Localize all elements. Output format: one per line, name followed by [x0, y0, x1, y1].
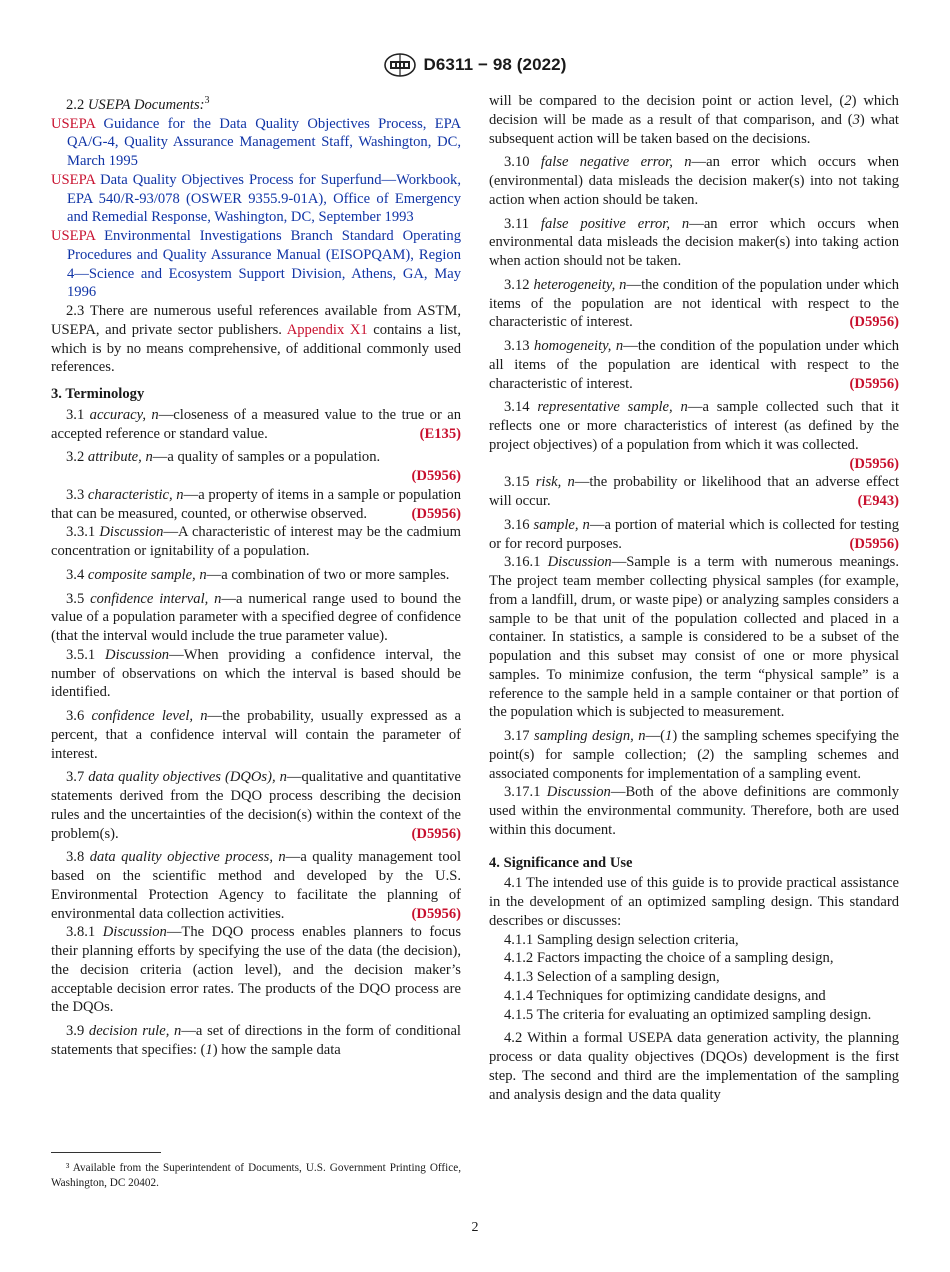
term-3-2: 3.2 attribute, n—a quality of samples or a population. (D5956) [66, 449, 461, 485]
term-3-5-1: 3.5.1 Discussion—When providing a confidence interval, the number of observations on which the interval is based should be identified. [51, 646, 461, 701]
term-3-3-1: 3.3.1 Discussion—A characteristic of interest may be the cadmium concentration or ignitability of a population. [51, 524, 461, 560]
term-3-5: 3.5 confidence interval, n—a numerical range used to bound the value of a population parameter with a specified degree of confidence (that the interval would include the true parameter value). [51, 590, 462, 645]
reference-tag-link[interactable]: (D5956) [411, 825, 461, 842]
term-3-1: 3.1 accuracy, n—closeness of a measured value to the true or an accepted reference or standard value. (E135) [51, 406, 461, 442]
term-3-16: 3.16 sample, n—a portion of material which is collected for testing or for record purposes. (D5956) [489, 516, 899, 552]
term-3-6: 3.6 confidence level, n—the probability, usually expressed as a percent, that a confidence interval will contain the parameter of interest. [51, 708, 461, 762]
term-3-16-1: 3.16.1 Discussion—Sample is a term with numerous meanings. The project team member collecting physical samples (for example, from a landfill, drum, or waste pipe) or analyzing samples considers a sample to be that unit of the population collected and placed in a container. In statistics, a sample is considered to be a subset of the population and this subset may consist of one or more physical samples. To minimize confusion, the term “physical sample” is a reference to the sample held in a sample container or that portion of the population which is subjected to measurement. [489, 554, 899, 721]
reference-tag-link[interactable]: (D5956) [849, 375, 899, 392]
term-3-8-1: 3.8.1 Discussion—The DQO process enables planners to focus their planning efforts by specifying the use of the data (the decision), the decision criteria (action level), and the decision maker’s acceptable decision error rates. The products of the DQO process are the DQOs. [51, 924, 461, 1016]
term-3-13: 3.13 homogeneity, n—the condition of the population under which all items of the population are identical with respect to the characteristic of interest. (D5956) [489, 338, 900, 392]
term-3-7: 3.7 data quality objectives (DQOs), n—qualitative and quantitative statements derived from the DQO process describing the decision rules and the uncertainties of the decision(s) within the context of the problem(s). (D5956) [51, 769, 462, 842]
term-3-12: 3.12 heterogeneity, n—the condition of the population under which items of the population are not identical with respect to the characteristic of interest. (D5956) [489, 276, 900, 331]
document-header [0, 50, 950, 80]
document-designation: D6311 − 98 (2022) [423, 55, 567, 74]
term-3-8: 3.8 data quality objective process, n—a quality management tool based on the scientific method and developed by the U.S. Environmental Protection Agency to facilitate the planning of environmental data collection activities. (D5956) [51, 849, 462, 922]
term-3-10: 3.10 false negative error, n—an error which occurs when (environmental) data misleads the decision maker(s) into not taking action when action should be taken. [489, 154, 899, 208]
astm-logo-icon [383, 52, 417, 78]
footnote-3: ³ Available from the Superintendent of Documents, U.S. Government Printing Office, Washington, DC 20402. [51, 1162, 461, 1189]
term-3-14: 3.14 representative sample, n—a sample collected such that it reflects one or more characteristics of interest (as defined by the project objectives) of a population from which it was collected. (D5956) [489, 399, 900, 472]
reference-item[interactable]: USEPA Guidance for the Data Quality Objectives Process, EPA QA/G-4, Quality Assurance Management Staff, Washington, DC, March 1995 [51, 115, 461, 170]
term-3-9: 3.9 decision rule, n—a set of directions in the form of conditional statements that specifies: (1) how the sample data [51, 1023, 461, 1058]
section-4-1-4: 4.1.4 Techniques for optimizing candidate designs, and [504, 987, 826, 1004]
section-4-heading: 4. Significance and Use [489, 854, 633, 871]
reference-tag-link[interactable]: (D5956) [411, 468, 461, 485]
term-3-15: 3.15 risk, n—the probability or likelihood that an adverse effect will occur. (E943) [489, 474, 900, 509]
reference-tag-link[interactable]: (E943) [857, 493, 899, 509]
section-3-heading: 3. Terminology [51, 386, 145, 403]
reference-item[interactable]: USEPA Environmental Investigations Branch Standard Operating Procedures and Quality Assurance Manual (EISOPQAM), Region 4—Science and Ecosystem Support Division, Athens, GA, May 1996 [51, 228, 461, 301]
section-4-1-2: 4.1.2 Factors impacting the choice of a sampling design, [504, 950, 834, 967]
term-3-11: 3.11 false positive error, n—an error which occurs when environmental data misleads the decision maker(s) into taking action when action should not be taken. [489, 215, 899, 269]
reference-tag-link[interactable]: (E135) [419, 425, 461, 442]
term-3-9-continued: will be compared to the decision point or action level, (2) which decision will be made as a result of that comparison, and (3) what subsequent action will be taken based on the decisions. [489, 93, 899, 147]
section-4-2: 4.2 Within a formal USEPA data generation activity, the planning process or data quality objectives (DQOs) development is the first step. The second and third are the implementation of the sampling and analysis design and the data quality [489, 1030, 899, 1103]
section-2-2-heading: 2.2 USEPA Documents:$^3$ [66, 95, 210, 113]
term-3-3: 3.3 characteristic, n—a property of items in a sample or population that can be measured, counted, or otherwise observed. (D5956) [51, 486, 462, 522]
right-column [489, 92, 899, 1104]
reference-tag-link[interactable]: (D5956) [411, 905, 461, 922]
left-column [51, 92, 461, 1060]
section-4-1-5: 4.1.5 The criteria for evaluating an optimized sampling design. [504, 1006, 872, 1023]
appendix-x1-link[interactable]: Appendix X1 [286, 321, 368, 338]
page-number: 2 [471, 1220, 479, 1235]
term-3-4: 3.4 composite sample, n—a combination of two or more samples. [66, 566, 450, 583]
term-3-17: 3.17 sampling design, n—(1) the sampling schemes specifying the point(s) for sample collection; (2) the sampling schemes and associated components for implementation of a sampling event. [489, 728, 900, 782]
footnote-divider [51, 1152, 161, 1153]
section-4-1: 4.1 The intended use of this guide is to provide practical assistance in the development of an optimized sampling design. This standard describes or discusses: [489, 875, 899, 929]
term-3-17-1: 3.17.1 Discussion—Both of the above definitions are commonly used within the environmental community. Therefore, both are used within this document. [489, 784, 900, 838]
reference-item[interactable]: USEPA Data Quality Objectives Process for Superfund—Workbook, EPA 540/R-93/078 (OSWER 9355.9-01A), Office of Emergency and Remedial Response, Washington, DC, September 1993 [51, 171, 461, 226]
reference-tag-link[interactable]: (D5956) [411, 505, 461, 522]
section-2-3: 2.3 There are numerous useful references available from ASTM, USEPA, and private sector publishers. Appendix X1 contains a list, which is by no means comprehensive, of additional commonly used references. [51, 303, 461, 376]
reference-tag-link[interactable]: (D5956) [849, 314, 899, 331]
section-4-1-1: 4.1.1 Sampling design selection criteria, [504, 931, 739, 948]
reference-tag-link[interactable]: (D5956) [849, 455, 899, 472]
section-4-1-3: 4.1.3 Selection of a sampling design, [504, 969, 720, 985]
reference-tag-link[interactable]: (D5956) [849, 535, 899, 552]
